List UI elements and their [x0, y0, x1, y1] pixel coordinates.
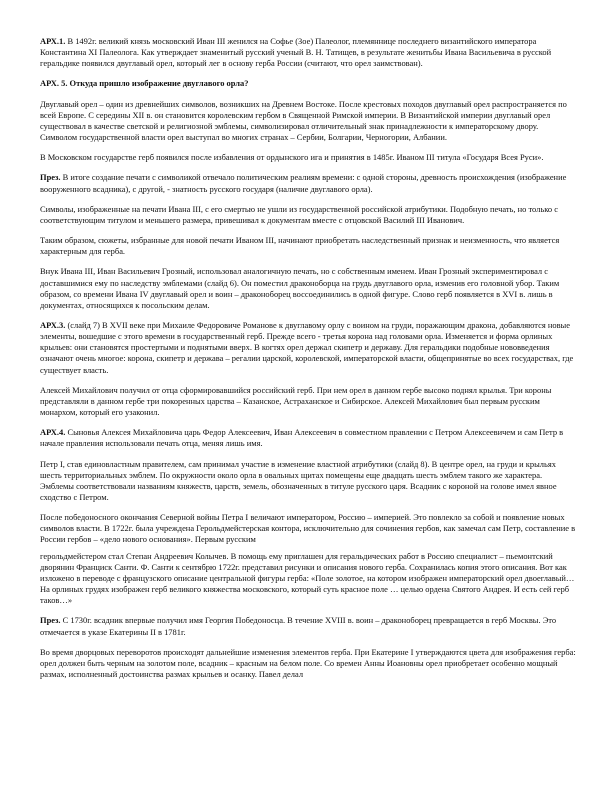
paragraph-grozny — [40, 266, 576, 311]
paragraph-eagle-origin — [40, 99, 576, 144]
paragraph-text: (слайд 7) В XVII веке при Михаиле Федоровиче Романове к двуглавому орлу с воином на груди, поражающим дракона, добавляются новые элементы, вошедшие с этого времени в государственный герб. Прежде всего - третья корона над головами орла. Изменяется и форма орлиных крыльев: они становятся простертыми и поднятыми вверх. В когтях орел держал скипетр и державу. Для геральдики подобные нововведения означают очень многое: корона, скипетр и держава – регалии царской, королевской, императорской власти, общепринятые во всех государствах, где существует власть. — [40, 319, 574, 375]
paragraph-text: С 1730г. всадник впервые получил имя Георгия Победоносца. В течение XVIII в. воин – драконоборец превращается в герб Москвы. Это отмечается в указе Екатерины II в 1781г. — [40, 615, 557, 637]
paragraph-text: В 1492г. великий князь московский Иван III женился на Софье (Зое) Палеолог, племяннице последнего византийского императора Константина XI Палеолога. Как утверждает знаменитый русский ученый В. Н. Татищев, в результате женитьбы Ивана Васильевича в русской геральдике появился двуглавый орел, который лег в основу герба России (считают, что орел заимствован). — [40, 36, 552, 69]
paragraph-lead: През. — [40, 615, 61, 626]
paragraph-text: Алексей Михайлович получил от отца сформировавшийся российский герб. При нем орел в данном гербе высоко поднял крылья. Три короны представляли в данном гербе три покоренных царства – Казанское, Астраханское и Сибирское. Алексей Михайлович был первым русским монархом, который его узаконил. — [40, 384, 552, 418]
paragraph-text: Во время дворцовых переворотов происходят дальнейшие изменения элементов герба. При Екатерине I утверждаются цвета для изображения герба: орел должен быть черным на золотом поле, всадник – красным на белом поле. Со времен Анны Иоановны орел приобретает особенно мощный размах, исполненный достоинства размах крыльев и осанку. Павел делал — [40, 646, 576, 680]
paragraph-lead: АРХ.3. — [40, 319, 66, 330]
paragraph-text: В Московском государстве герб появился после избавления от ордынского ига и принятия в 1485г. Иваном III титула «Государя Всея Руси». — [40, 152, 544, 163]
paragraph-pres1 — [40, 172, 576, 194]
paragraph-arch1 — [40, 36, 576, 69]
paragraph-text: Двуглавый орел – один из древнейших символов, возникших на Древнем Востоке. После крестовых походов двуглавый орел распространяется по всей Европе. С середины XII в. он становится королевским гербом в Священной Римской империи. В Византийской империи двуглавый орел существовал в качестве светской и религиозной эмблемы, символизировал отличительный знак принадлежности к императорскому двору. Символом государственной власти орел выступал во многих странах – Сербии, Болгарии, Черногории, Албании. — [40, 98, 567, 143]
paragraph-lead: АРХ.1. — [40, 36, 66, 46]
paragraph-thus — [40, 235, 576, 257]
paragraph-peter — [40, 459, 576, 504]
document-page — [40, 36, 576, 689]
paragraph-arch4 — [40, 427, 576, 449]
paragraph-moscow-state — [40, 152, 576, 163]
paragraph-text: Таким образом, сюжеты, избранные для новой печати Иваном III, начинают приобретать наследственный признак и неизменность, что является характерным для герба. — [40, 235, 560, 257]
paragraph-text: Символы, изображенные на печати Ивана III, с его смертью не ушли из государственной российской атрибутики. Подобную печать, но только с соответствующим титулом и меньшего размера, привешивал к документам вместе с отцовской Василий III Иванович. — [40, 203, 558, 225]
paragraph-text: В итоге создание печати с символикой отвечало политическим реалиям времени: с одной стороны, древность происхождения (изображение вооруженного всадника), с другой, - знатность русского государя (наличие двуглавого орла). — [40, 172, 567, 194]
paragraph-text: Сыновья Алексея Михайловича царь Федор Алексеевич, Иван Алексеевич в совместном правлении с Петром Алексеевичем и сам Петр в начале правления использовали печать отца, меняя лишь имя. — [40, 427, 564, 449]
paragraph-text: Петр I, став единовластным правителем, сам принимал участие в изменение властной атрибутики (слайд 8). В центре орел, на груди и крыльях шесть территориальных эмблем. По окружности около орла в овальных щитах помещены еще двадцать шесть эмблем такого же характера. Эмблемы соответствовали названиям княжеств, царств, земель, обозначенных в титуле русского царя. Всадник с короной на голове имел явное сходство с Петром. — [40, 458, 557, 502]
paragraph-lead: През. — [40, 172, 61, 183]
paragraph-text: После победоносного окончания Северной войны Петра I величают императором, Россию – империей. Это повлекло за собой и появление новых символов власти. В 1722г. была учреждена Герольдмейстерская контора, исключительно для сочинения гербов, как замечал сам Петр, составление в России гербов – «дело нового основания». Первым русским — [40, 512, 576, 545]
paragraph-arch3 — [40, 320, 576, 376]
paragraph-pres2 — [40, 615, 576, 637]
section-heading: АРХ. 5. Откуда пришло изображение двуглавого орла? — [40, 78, 249, 89]
paragraph-alexei — [40, 385, 576, 418]
paragraph-text: герольдмейстером стал Степан Андреевич Колычев. В помощь ему приглашен для геральдических работ в Россию специалист – пьемонтский дворянин Франциск Санти. Ф. Санти к сентябрю 1722г. представил рисунки и описания нового герба. Сохранилась копия этого описания. Вот как изложено в переводе с французского описание центральной фигуры герба: «Поле золотое, на котором изображен императорский орел двоеглавый… На орлиных грудях изображен герб великого княжества московского, который суть красное поле … целью орденa Святого Андрея. И есть сей герб таков…» — [40, 550, 575, 606]
paragraph-text: Внук Ивана III, Иван Васильевич Грозный, использовал аналогичную печать, но с собственным именем. Иван Грозный экспериментировал с доставшимися ему по наследству эмблемами (слайд 6). Он поместил драконоборца на грудь двуглавого орла, изменив его головной убор. Таким образом, со времени Ивана IV двуглавый орел и воин – драконоборец воссоединились в одной фигуре. Слово герб появляется в XVI в. лишь в документах, относящихся к посольским делам. — [40, 266, 560, 310]
paragraph-symbols — [40, 204, 576, 226]
paragraph-northern-war — [40, 512, 576, 545]
paragraph-lead: АРХ.4. — [40, 427, 66, 438]
paragraph-coups — [40, 647, 576, 680]
paragraph-herald — [40, 551, 576, 607]
